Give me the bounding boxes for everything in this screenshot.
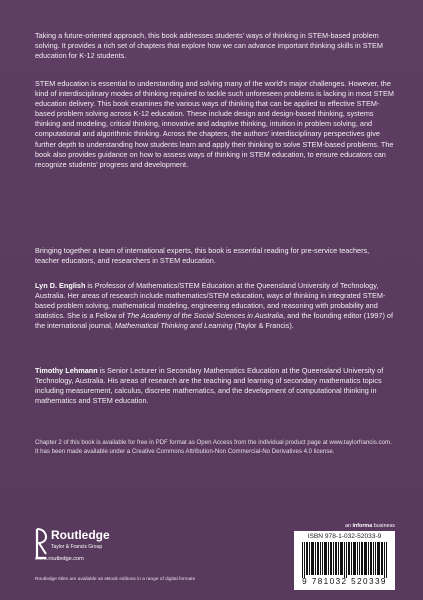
routledge-logo-icon (35, 528, 48, 559)
publisher-name: Routledge (51, 528, 110, 542)
author-bio-text: is Senior Lecturer in Secondary Mathematics Education at the Queensland University of Technology, Australia. His areas of research are the teaching and learning of secondary mathematics topics including measurement, calculus, discrete mathematics, and the development of computational thinking in mathematics and STEM education. (35, 366, 384, 406)
barcode-icon (302, 542, 388, 578)
informa-tagline (300, 523, 395, 529)
author-bio-lehmann (35, 366, 395, 406)
barcode-panel (294, 531, 395, 590)
informa-brand: informa (352, 523, 373, 529)
journal-name: Mathematical Thinking and Learning (114, 321, 233, 331)
publisher-logo (35, 528, 155, 568)
publisher-group: Taylor & Francis Group (51, 544, 103, 550)
author-name: Timothy Lehmann (35, 366, 98, 375)
description-paragraph: STEM education is essential to understanding and solving many of the world's major challenges. However, the kind of interdisciplinary modes of thinking required to tackle such unforeseen problems is lacking in most STEM education delivery. This book examines the various ways of thinking that can be applied to effective STEM-based problem solving across K-12 education. These include design and design-based thinking, systems thinking and modeling, critical thinking, innovative and adaptive thinking, intuition in problem solving, and computational and algorithmic thinking. Across the chapters, the authors' interdisciplinary perspectives give further depth to understanding how students learn and apply their thinking to solve STEM-based problems. The book also provides guidance on how to assess ways of thinking in STEM education, to ensure educators can recognize students' progress and development. (35, 79, 394, 169)
publisher-website: www.routledge.com (35, 556, 84, 562)
open-access-note: Chapter 2 of this book is available for free in PDF format as Open Access from the individual product page at www.taylorfrancis.com. It has been made available under a Creative Commons Attribution-Non Commercial-No Derivatives 4.0 license. (35, 439, 392, 455)
audience-paragraph: Bringing together a team of international experts, this book is essential reading for pre-service teachers, teacher educators, and researchers in STEM education. (35, 246, 370, 266)
informa-prefix: an (344, 523, 353, 529)
author-name: Lyn D. English (35, 281, 86, 290)
author-bio-text: , and the founding editor (1997) of the international journal, (35, 311, 394, 331)
author-bio-text: is Professor of Mathematics/STEM Education at the Queensland University of Technology, Australia. Her areas of research include mathematics/STEM education, ways of thinking in integrated STEM-based problem solving, mathematical modeling, engineering education, and reasoning with probability and statistics. She is a Fellow of (35, 281, 386, 321)
informa-suffix: business (372, 523, 395, 529)
author-bio-english (35, 281, 395, 331)
intro-paragraph: Taking a future-oriented approach, this book addresses students' ways of thinking in STEM-based problem solving. It provides a rich set of chapters that explore how we can advance important thinking skills in STEM education for K-12 students. (35, 31, 383, 61)
isbn-label: ISBN 978-1-032-52033-9 (307, 533, 382, 540)
author-bio-text: (Taylor & Francis). (232, 321, 294, 331)
ebook-note: Routledge titles are available as eBook editions in a range of digital formats (35, 577, 195, 582)
academy-name: The Academy of the Social Sciences in Australia (126, 311, 284, 321)
barcode-number: 9 781032 520339 (302, 577, 387, 586)
